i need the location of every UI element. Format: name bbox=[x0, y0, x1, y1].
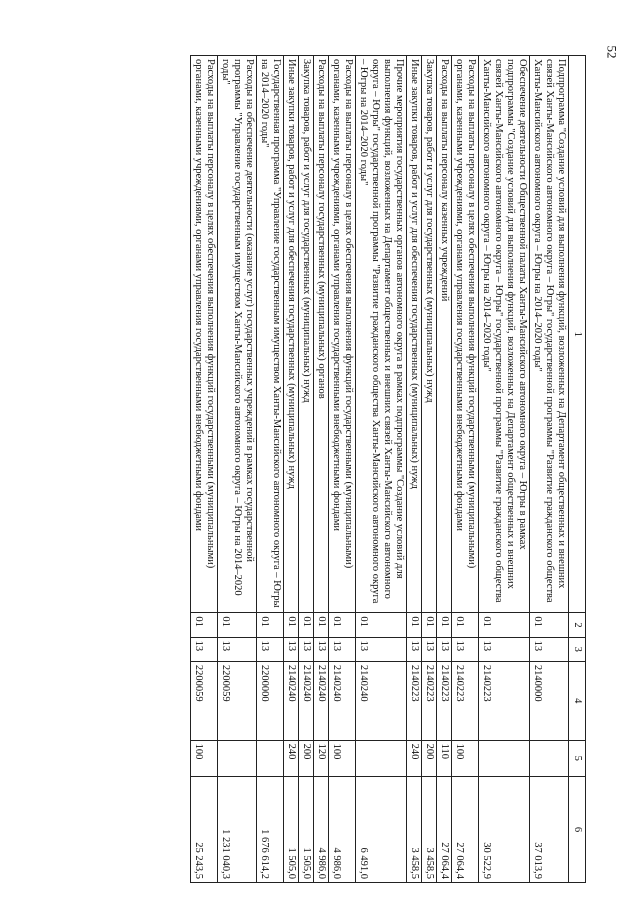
row-subsection-code: 13 bbox=[356, 637, 407, 661]
row-description: Государственная программа "Управление государственным имуществом Ханты-Мансийского автономного округа – Югры на 2014–2020 годы" bbox=[257, 56, 284, 613]
header-col-6: 6 bbox=[569, 776, 586, 882]
table-row bbox=[329, 56, 356, 883]
row-target-code: 2140240 bbox=[284, 661, 299, 740]
row-subsection-code: 13 bbox=[452, 637, 479, 661]
row-expense-type-code: 100 bbox=[452, 740, 479, 776]
row-amount: 30 522,9 bbox=[479, 776, 530, 882]
row-subsection-code: 13 bbox=[479, 637, 530, 661]
row-subsection-code: 13 bbox=[191, 637, 218, 661]
budget-table bbox=[190, 55, 586, 883]
row-subsection-code: 13 bbox=[314, 637, 329, 661]
row-expense-type-code bbox=[530, 740, 569, 776]
document-page bbox=[78, 55, 640, 879]
row-section-code: 01 bbox=[437, 613, 452, 637]
table-row bbox=[452, 56, 479, 883]
table-row bbox=[284, 56, 299, 883]
row-expense-type-code bbox=[257, 740, 284, 776]
table-row bbox=[437, 56, 452, 883]
row-target-code: 2140240 bbox=[329, 661, 356, 740]
row-section-code: 01 bbox=[257, 613, 284, 637]
row-target-code: 2200059 bbox=[191, 661, 218, 740]
row-target-code: 2140000 bbox=[530, 661, 569, 740]
table-row bbox=[422, 56, 437, 883]
row-description: Иные закупки товаров, работ и услуг для обеспечения государственных (муниципальных) нужд bbox=[407, 56, 422, 613]
row-description: Расходы на выплаты персоналу казенных учреждений bbox=[437, 56, 452, 613]
page-number: 52 bbox=[604, 45, 620, 59]
row-section-code: 01 bbox=[314, 613, 329, 637]
row-target-code: 2140240 bbox=[356, 661, 407, 740]
row-amount: 3 458,5 bbox=[407, 776, 422, 882]
row-expense-type-code: 120 bbox=[314, 740, 329, 776]
table-row bbox=[218, 56, 257, 883]
row-amount: 27 064,4 bbox=[452, 776, 479, 882]
row-expense-type-code: 110 bbox=[437, 740, 452, 776]
row-target-code: 2200059 bbox=[218, 661, 257, 740]
table-row bbox=[479, 56, 530, 883]
row-target-code: 2140223 bbox=[479, 661, 530, 740]
row-section-code: 01 bbox=[218, 613, 257, 637]
table-row bbox=[530, 56, 569, 883]
row-description: Расходы на выплаты персоналу в целях обеспечения выполнения функций государственными (муниципальными) органами, казенными учреждениями, органами управления государственными внебюджетными фондами bbox=[452, 56, 479, 613]
table-row bbox=[314, 56, 329, 883]
row-amount: 1 231 040,3 bbox=[218, 776, 257, 882]
rotated-table-container bbox=[78, 55, 586, 883]
row-section-code: 01 bbox=[191, 613, 218, 637]
header-col-1: 1 bbox=[569, 56, 586, 613]
row-section-code: 01 bbox=[530, 613, 569, 637]
row-section-code: 01 bbox=[422, 613, 437, 637]
row-subsection-code: 13 bbox=[329, 637, 356, 661]
row-amount: 1 676 614,2 bbox=[257, 776, 284, 882]
row-amount: 1 505,0 bbox=[284, 776, 299, 882]
table-row bbox=[356, 56, 407, 883]
row-subsection-code: 13 bbox=[407, 637, 422, 661]
row-subsection-code: 13 bbox=[218, 637, 257, 661]
table-row bbox=[407, 56, 422, 883]
table-row bbox=[257, 56, 284, 883]
row-amount: 27 064,4 bbox=[437, 776, 452, 882]
row-target-code: 2140223 bbox=[422, 661, 437, 740]
row-expense-type-code bbox=[218, 740, 257, 776]
table-header-row bbox=[569, 56, 586, 883]
table-row bbox=[299, 56, 314, 883]
row-amount: 25 243,5 bbox=[191, 776, 218, 882]
row-target-code: 2140240 bbox=[299, 661, 314, 740]
row-subsection-code: 13 bbox=[422, 637, 437, 661]
row-description: Прочие мероприятия государственных органов автономного округа в рамках подпрограммы "Создание условий для выполнения функций, возложенных на Департамент общественных и внешних связей Ханты-Мансийского автономного округа – Югры" государственной программы "Развитие гражданского общества Ханты-Мансийского автономного округа – Югры на 2014–2020 годы" bbox=[356, 56, 407, 613]
row-expense-type-code: 200 bbox=[422, 740, 437, 776]
row-expense-type-code bbox=[356, 740, 407, 776]
row-expense-type-code: 100 bbox=[329, 740, 356, 776]
row-amount: 3 458,5 bbox=[422, 776, 437, 882]
table-row bbox=[191, 56, 218, 883]
row-target-code: 2140223 bbox=[437, 661, 452, 740]
row-amount: 1 505,0 bbox=[299, 776, 314, 882]
header-col-2: 2 bbox=[569, 613, 586, 637]
row-subsection-code: 13 bbox=[530, 637, 569, 661]
row-target-code: 2140223 bbox=[407, 661, 422, 740]
row-expense-type-code: 200 bbox=[299, 740, 314, 776]
row-expense-type-code: 240 bbox=[407, 740, 422, 776]
row-target-code: 2140223 bbox=[452, 661, 479, 740]
row-target-code: 2200000 bbox=[257, 661, 284, 740]
row-section-code: 01 bbox=[407, 613, 422, 637]
row-expense-type-code bbox=[479, 740, 530, 776]
row-description: Закупка товаров, работ и услуг для государственных (муниципальных) нужд bbox=[299, 56, 314, 613]
row-section-code: 01 bbox=[299, 613, 314, 637]
row-description: Обеспечение деятельности Общественной палаты Ханты-Мансийского автономного округа – Югры в рамках подпрограммы "Создание условий для выполнения функций, возложенных на Департамент общественных и внешних связей Ханты-Мансийского автономного округа – Югры" государственной программы "Развитие гражданского общества Ханты-Мансийского автономного округа – Югры на 2014–2020 годы" bbox=[479, 56, 530, 613]
row-section-code: 01 bbox=[452, 613, 479, 637]
row-target-code: 2140240 bbox=[314, 661, 329, 740]
row-description: Расходы на выплаты персоналу в целях обеспечения выполнения функций государственными (муниципальными) органами, казенными учреждениями, органами управления государственными внебюджетными фондами bbox=[329, 56, 356, 613]
header-col-5: 5 bbox=[569, 740, 586, 776]
row-section-code: 01 bbox=[284, 613, 299, 637]
row-expense-type-code: 100 bbox=[191, 740, 218, 776]
row-description: Расходы на выплаты персоналу государственных (муниципальных) органов bbox=[314, 56, 329, 613]
row-description: Закупка товаров, работ и услуг для государственных (муниципальных) нужд bbox=[422, 56, 437, 613]
row-section-code: 01 bbox=[356, 613, 407, 637]
row-subsection-code: 13 bbox=[284, 637, 299, 661]
row-subsection-code: 13 bbox=[437, 637, 452, 661]
row-amount: 6 491,0 bbox=[356, 776, 407, 882]
row-amount: 4 986,0 bbox=[314, 776, 329, 882]
row-amount: 4 986,0 bbox=[329, 776, 356, 882]
header-col-4: 4 bbox=[569, 661, 586, 740]
row-subsection-code: 13 bbox=[257, 637, 284, 661]
row-section-code: 01 bbox=[479, 613, 530, 637]
row-description: Расходы на выплаты персоналу в целях обеспечения выполнения функций государственными (муниципальными) органами, казенными учреждениями, органами управления государственными внебюджетными фондами bbox=[191, 56, 218, 613]
row-description: Иные закупки товаров, работ и услуг для обеспечения государственных (муниципальных) нужд bbox=[284, 56, 299, 613]
row-description: Подпрограмма "Создание условий для выполнения функций, возложенных на Департамент общественных и внешних связей Ханты-Мансийского автономного округа – Югры" государственной программы "Развитие гражданского общества Ханты-Мансийского автономного округа – Югры на 2014–2020 годы" bbox=[530, 56, 569, 613]
row-section-code: 01 bbox=[329, 613, 356, 637]
row-expense-type-code: 240 bbox=[284, 740, 299, 776]
header-col-3: 3 bbox=[569, 637, 586, 661]
row-amount: 37 013,9 bbox=[530, 776, 569, 882]
row-description: Расходы на обеспечение деятельности (оказание услуг) государственных учреждений в рамках государственной программы "Управление государственным имуществом Ханты-Мансийского автономного округа – Югры на 2014–2020 годы" bbox=[218, 56, 257, 613]
row-subsection-code: 13 bbox=[299, 637, 314, 661]
